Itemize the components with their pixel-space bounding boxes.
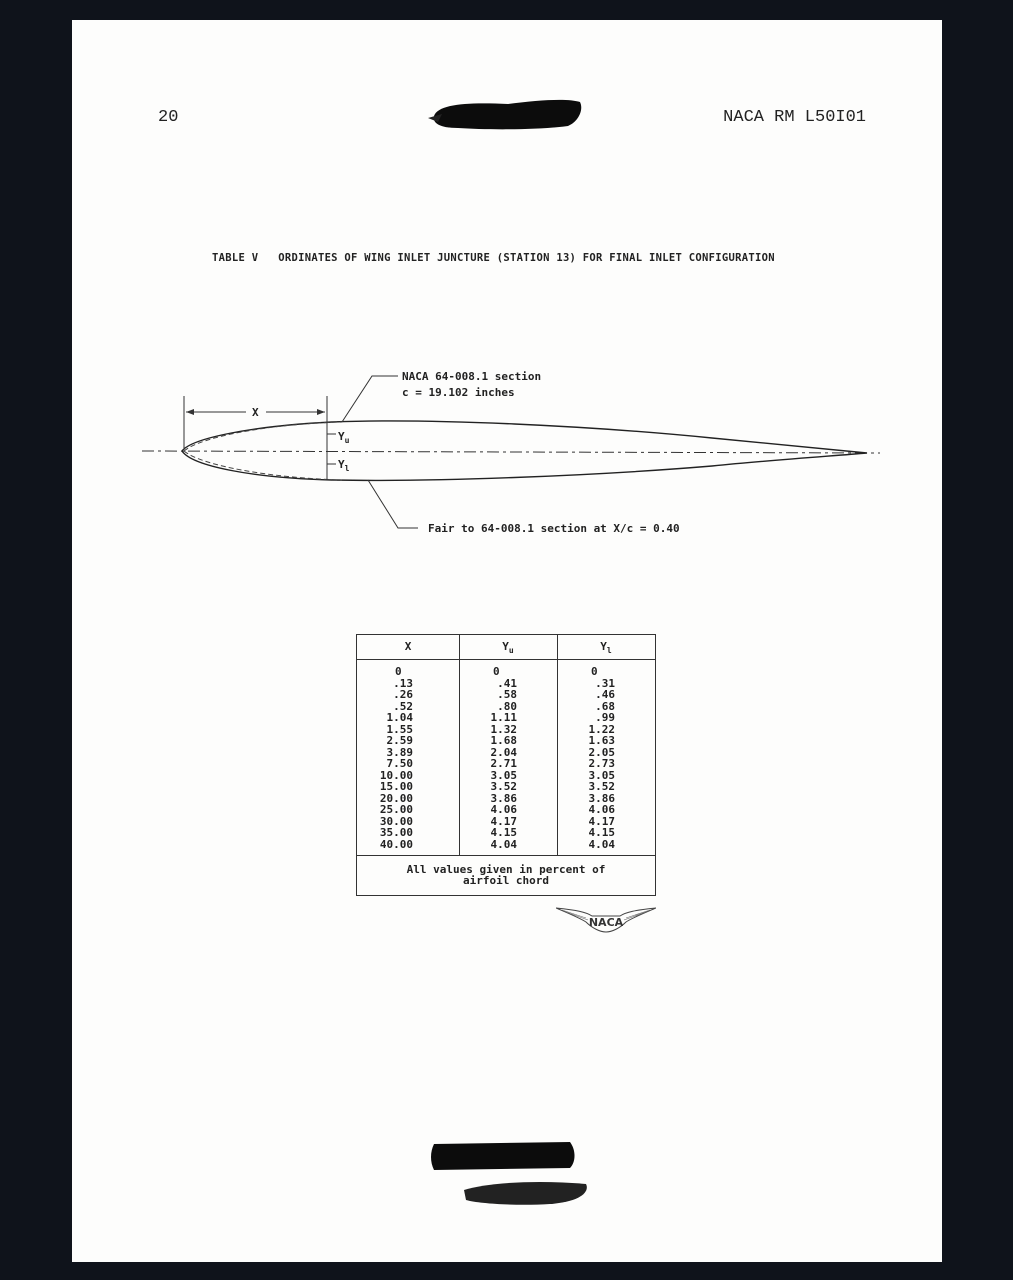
table-note	[357, 855, 655, 895]
x-value: 7.50	[386, 757, 413, 770]
yu-value: 0	[493, 665, 500, 678]
naca-logo-text: NACA	[588, 916, 624, 929]
yl-values	[557, 660, 655, 850]
yu-value: 3.86	[490, 791, 517, 805]
yu-value: 1.68	[490, 734, 517, 747]
yl-value: 4.17	[588, 814, 615, 828]
yl-value: 4.15	[588, 826, 615, 839]
yu-value: .80	[497, 699, 517, 713]
x-value: 40.00	[379, 837, 413, 851]
redaction-mark-top	[428, 96, 584, 132]
x-value: 35.00	[379, 826, 413, 839]
yl-value: 0	[591, 665, 598, 678]
x-value: 0	[395, 665, 402, 678]
yl-value: .31	[595, 676, 615, 690]
airfoil-diagram	[72, 350, 942, 570]
x-value: 25.00	[379, 803, 413, 816]
yl-subscript: l	[344, 464, 350, 473]
x-value: 15.00	[379, 780, 413, 793]
yl-value: 1.63	[588, 734, 615, 747]
yl-label: Y	[338, 458, 345, 471]
x-value: 3.89	[386, 745, 413, 759]
ordinates-table	[356, 634, 656, 896]
x-column	[357, 635, 460, 855]
yu-value: 1.32	[490, 722, 517, 736]
page-number: 20	[158, 108, 179, 127]
yl-value: 3.86	[588, 791, 615, 805]
yl-header-sub: l	[606, 646, 612, 656]
yl-value: .99	[595, 711, 615, 724]
x-dimension-label: X	[252, 406, 259, 419]
yl-value: 1.22	[588, 722, 615, 736]
yu-value: 2.71	[490, 757, 517, 770]
document-id: NACA RM L50I01	[723, 108, 866, 127]
section-label-line1: NACA 64-008.1 section	[402, 370, 542, 383]
yu-subscript: u	[344, 436, 350, 445]
yu-value: 4.17	[490, 814, 517, 828]
yu-value: 3.05	[490, 768, 517, 782]
yl-value: 4.06	[588, 803, 615, 816]
yl-value: 2.05	[588, 745, 615, 759]
yu-column	[459, 635, 558, 855]
yl-value: 2.73	[588, 757, 615, 770]
yu-values	[459, 660, 557, 850]
yu-header-letter: Y	[502, 640, 509, 653]
yl-value: 3.52	[588, 780, 615, 793]
yu-value: .41	[497, 676, 517, 690]
yu-value: 4.15	[490, 826, 517, 839]
x-value: 20.00	[379, 791, 413, 805]
x-value: .13	[393, 676, 413, 690]
yl-column	[557, 635, 655, 855]
x-column-header: X	[357, 635, 459, 660]
yl-column-header	[557, 635, 655, 660]
document-page	[72, 20, 942, 1262]
section-label-line2: c = 19.102 inches	[402, 386, 515, 399]
x-value: 10.00	[379, 768, 413, 782]
yu-value: 4.04	[490, 837, 517, 851]
x-value: .26	[393, 688, 413, 701]
x-value: 1.55	[386, 722, 413, 736]
yl-value: .46	[595, 688, 615, 701]
table-note-line1: All values given in percent of	[406, 863, 606, 876]
x-values	[357, 660, 459, 850]
yu-header-sub: u	[508, 646, 514, 656]
yu-value: 3.52	[490, 780, 517, 793]
yu-label: Y	[338, 430, 345, 443]
yu-column-header	[459, 635, 557, 660]
yl-value: 4.04	[588, 837, 615, 851]
yu-value: 2.04	[490, 745, 517, 759]
x-value: 30.00	[379, 814, 413, 828]
naca-logo	[556, 904, 656, 934]
table-note-line2: airfoil chord	[462, 874, 550, 887]
yu-value: 1.11	[490, 711, 517, 724]
table-title: TABLE V ORDINATES OF WING INLET JUNCTURE (STATION 13) FOR FINAL INLET CONFIGURATION	[212, 252, 775, 264]
fair-note: Fair to 64-008.1 section at X/c = 0.40	[428, 522, 680, 535]
yl-header-letter: Y	[600, 640, 607, 653]
x-value: 1.04	[386, 711, 413, 724]
x-value: 2.59	[386, 734, 413, 747]
yu-value: 4.06	[490, 803, 517, 816]
redaction-mark-bottom	[430, 1140, 594, 1210]
svg-text:Yu	[338, 430, 350, 445]
x-value: .52	[393, 699, 413, 713]
svg-text:Yl	[338, 458, 350, 473]
yl-value: .68	[595, 699, 615, 713]
yl-value: 3.05	[588, 768, 615, 782]
yu-value: .58	[497, 688, 517, 701]
